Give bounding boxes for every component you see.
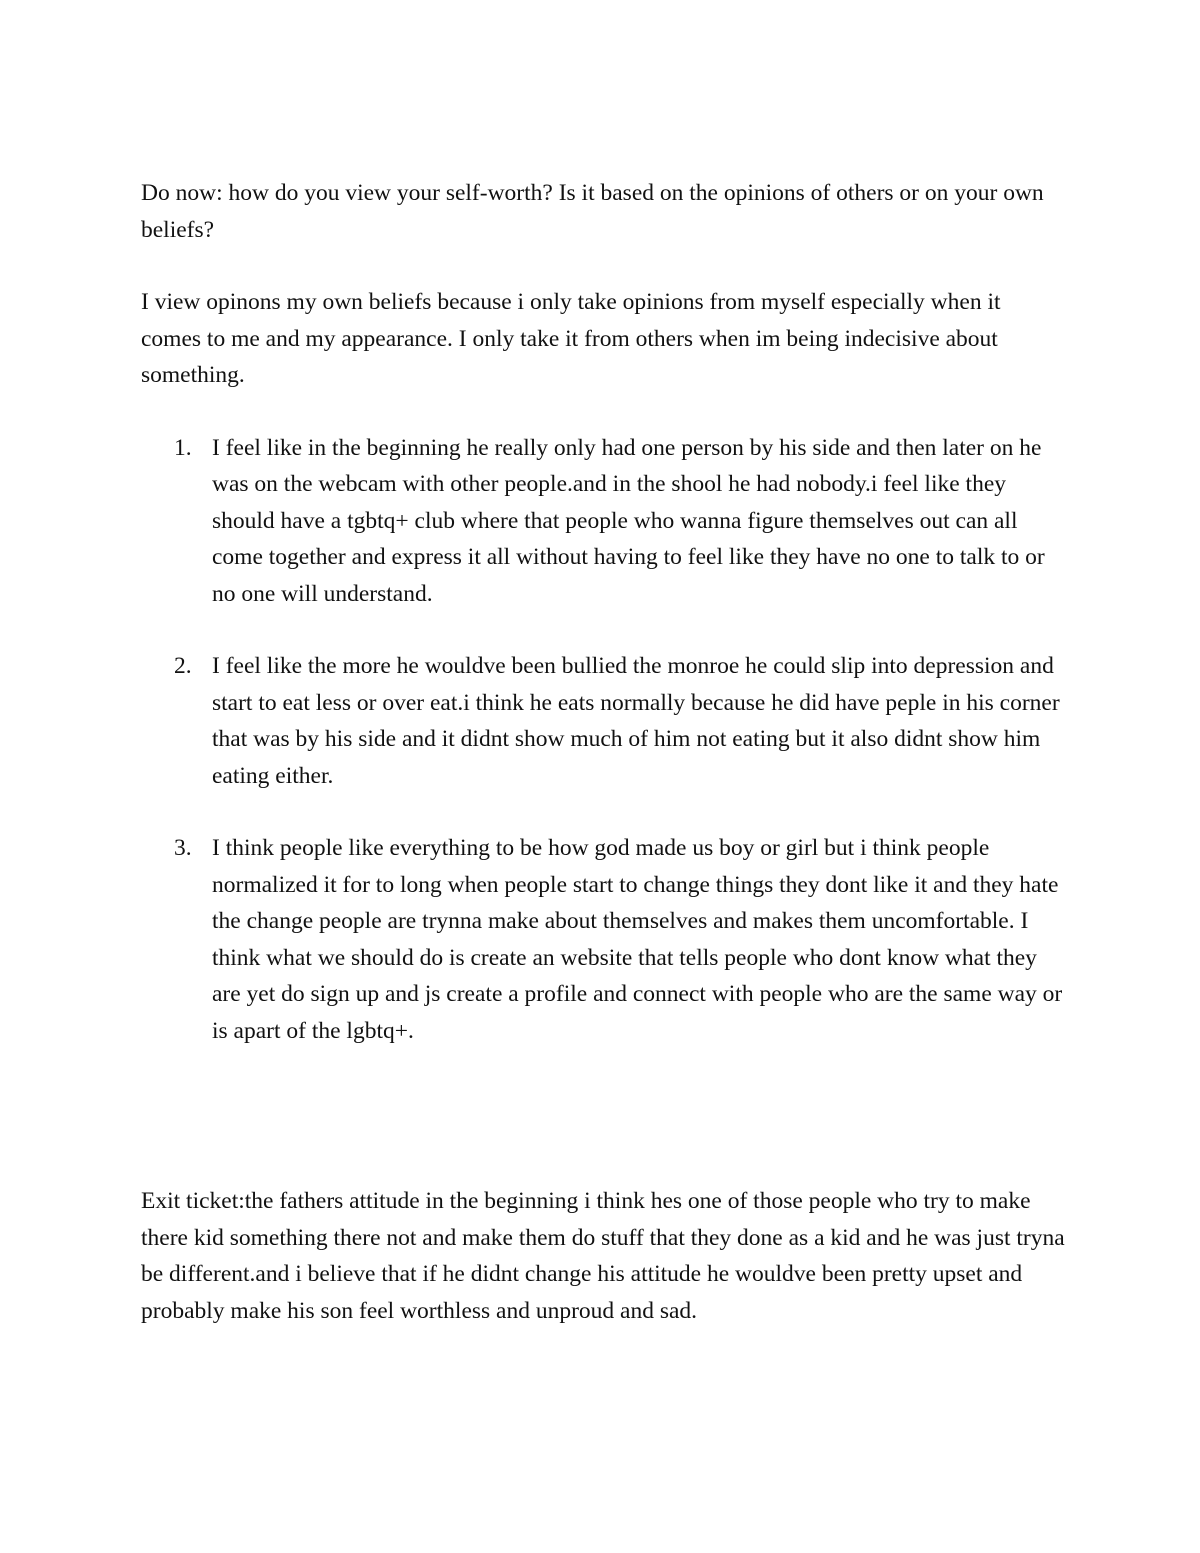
do-now-prompt: Do now: how do you view your self-worth? Is it based on the opinions of others or on your own beliefs? — [141, 180, 1044, 243]
list-number: 1. — [174, 434, 192, 461]
list-item-text: I feel like the more he wouldve been bullied the monroe he could slip into depression and start to eat less or over eat.i think he eats normally because he did have peple in his corner that was by his side and it didnt show much of him not eating but it also didnt show him eating either. — [212, 653, 1060, 789]
list-item — [141, 830, 1066, 1049]
document-body — [141, 175, 1066, 1365]
do-now-response: I view opinons my own beliefs because i only take opinions from myself especially when it comes to me and my appearance. I only take it from others when im being indecisive about something. — [141, 289, 1001, 388]
list-item — [141, 648, 1066, 794]
list-item-text: I feel like in the beginning he really only had one person by his side and then later on he was on the webcam with other people.and in the shool he had nobody.i feel like they should have a tgbtq+ club where that people who wanna figure themselves out can all come together and express it all without having to feel like they have no one to talk to or no one will understand. — [212, 434, 1045, 607]
list-item — [141, 430, 1066, 613]
exit-ticket: Exit ticket:the fathers attitude in the beginning i think hes one of those people who try to make there kid something there not and make them do stuff that they done as a kid and he was just tryna be different.and i believe that if he didnt change his attitude he wouldve been pretty upset and probably make his son feel worthless and unproud and sad. — [141, 1188, 1065, 1324]
list-number: 3. — [174, 835, 192, 861]
list-item-text: I think people like everything to be how god made us boy or girl but i think people normalized it for to long when people start to change things they dont like it and they hate the change people are trynna make about themselves and makes them uncomfortable. I think what we should do is create an website that tells people who dont know what they are yet do sign up and js create a profile and connect with people who are the same way or is apart of the lgbtq+. — [212, 835, 1063, 1044]
blank-space — [141, 1085, 1066, 1183]
list-number: 2. — [174, 653, 192, 679]
numbered-answers — [141, 430, 1066, 1050]
